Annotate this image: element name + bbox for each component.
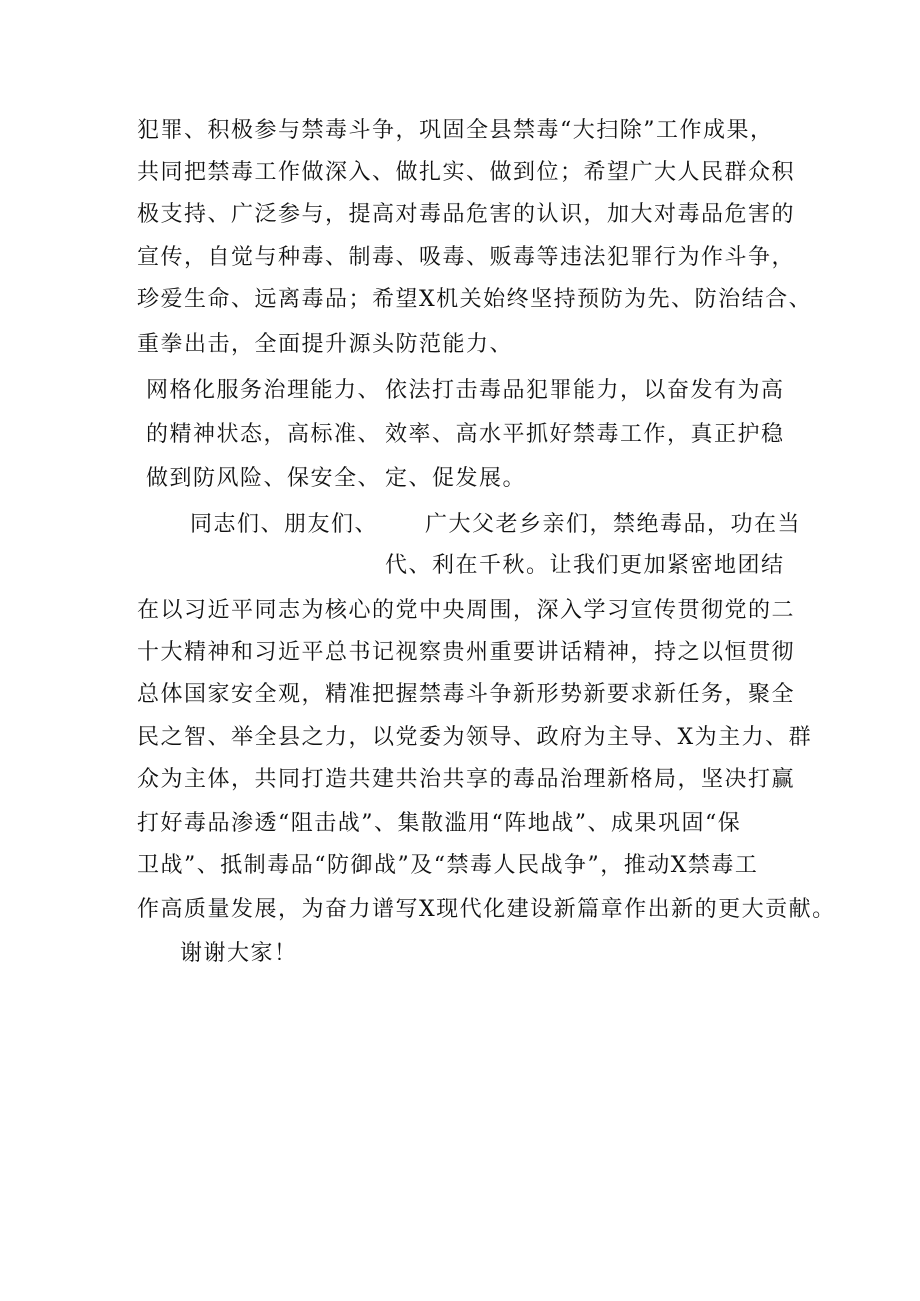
text-line: 重拳出击，全面提升源头防范能力、 bbox=[137, 332, 514, 357]
text-line: 打好毒品渗透“阻击战”、集散滥用“阵地战”、成果巩固“保 bbox=[137, 811, 742, 836]
closing-line: 谢谢大家！ bbox=[180, 941, 298, 966]
text-line: 民之智、举全县之力，以党委为领导、政府为主导、X为主力、群 bbox=[137, 725, 813, 750]
text-line: 十大精神和习近平总书记视察贵州重要讲话精神，持之以恒贯彻 bbox=[137, 640, 796, 665]
left-column-line: 做到防风险、保安全、 bbox=[146, 466, 382, 491]
text-line: 总体国家安全观，精准把握禁毒斗争新形势新要求新任务，聚全 bbox=[137, 682, 796, 707]
right-column-line: 依法打击毒品犯罪能力，以奋发有为高 bbox=[385, 378, 785, 403]
text-line: 共同把禁毒工作做深入、做扎实、做到位；希望广大人民群众积 bbox=[137, 160, 796, 185]
text-line: 众为主体，共同打造共建共治共享的毒品治理新格局，坚决打赢 bbox=[137, 767, 796, 792]
text-line: 同志们、朋友们、 bbox=[190, 512, 379, 537]
text-line: 在以习近平同志为核心的党中央周围，深入学习宣传贯彻党的二 bbox=[137, 598, 796, 623]
text-line: 极支持、广泛参与，提高对毒品危害的认识，加大对毒品危害的 bbox=[137, 202, 796, 227]
right-column-line: 定、促发展。 bbox=[385, 466, 527, 491]
text-line: 代、利在千秋。让我们更加紧密地团结 bbox=[385, 553, 785, 578]
text-line: 珍爱生命、远离毒品；希望X机关始终坚持预防为先、防治结合、 bbox=[137, 287, 813, 312]
text-line: 作高质量发展，为奋力谱写X现代化建设新篇章作出新的更大贡献。 bbox=[137, 897, 836, 922]
right-column-line: 效率、高水平抓好禁毒工作，真正护稳 bbox=[385, 422, 785, 447]
text-line: 广大父老乡亲们，禁绝毒品，功在当 bbox=[425, 512, 802, 537]
left-column-line: 的精神状态，高标准、 bbox=[146, 422, 382, 447]
text-line: 卫战”、抵制毒品“防御战”及“禁毒人民战争”，推动X禁毒工 bbox=[137, 853, 759, 878]
text-line: 宣传，自觉与种毒、制毒、吸毒、贩毒等违法犯罪行为作斗争， bbox=[137, 245, 796, 270]
left-column-line: 网格化服务治理能力、 bbox=[146, 378, 382, 403]
text-line: 犯罪、积极参与禁毒斗争，巩固全县禁毒“大扫除”工作成果， bbox=[137, 118, 774, 143]
